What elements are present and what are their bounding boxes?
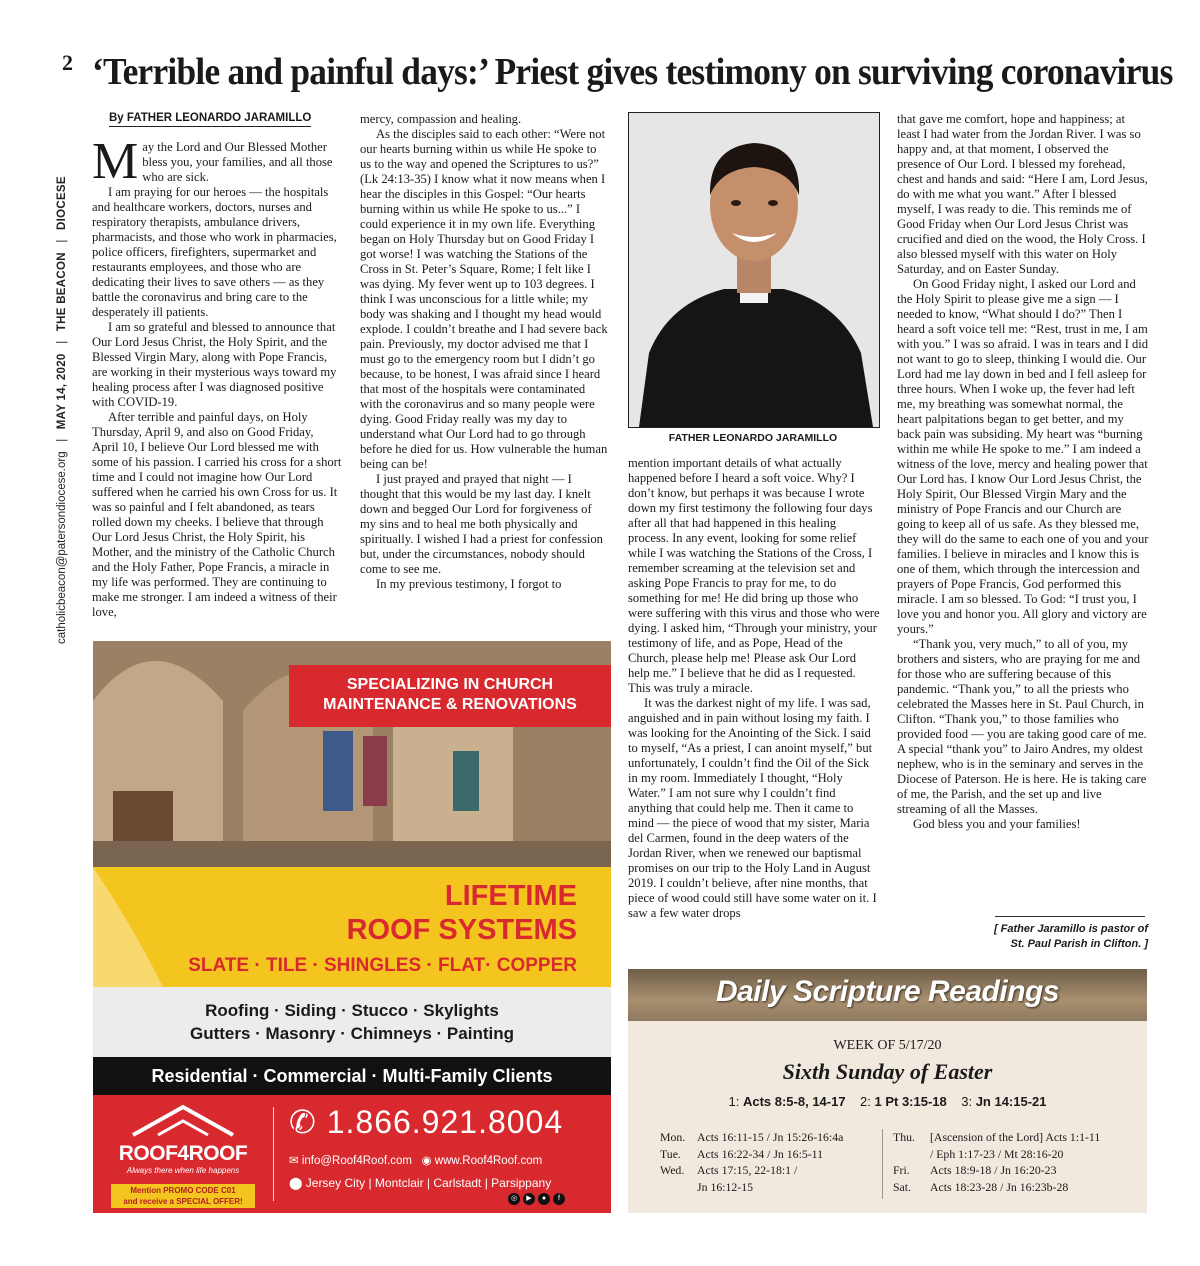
- weekday-row: Sat. Acts 18:23-28 / Jn 16:23b-28: [893, 1179, 1069, 1194]
- weekday-row: Thu. [Ascension of the Lord] Acts 1:1-11: [893, 1130, 1101, 1144]
- ad-contact-links: [289, 1153, 542, 1167]
- scripture-sunday: Sixth Sunday of Easter: [782, 1059, 993, 1084]
- scripture-week: WEEK OF 5/17/20: [833, 1038, 942, 1053]
- article-paragraph: As the disciples said to each other: “Were not our hearts burning within us while He spoke to us to the way and opened the Scriptures to us?” (Lk 24:13-35) I know what it now means when I hear the disciples in this Gospel: “Our hearts burning within us while He spoke to us...” I could experience it in my own life. Everything began on Holy Thursday but on Good Friday I got worse! I was watching the Stations of the Cross in St. Peter’s Square, Rome; I felt like I was dying. My fever went up to 103 degrees. I think I was unconscious for a little while; my body was shaking and I thought my head would explode. I couldn’t breathe and I had severe back pain. Previously, my doctor advised me that I must go to the emergency room but I didn’t go because, to be honest, I was afraid since I heard that most of the hospitals were contaminated with the coronavirus and so many people were dying. Good Friday really was my day to understand what Our Lord had to go through before he died for us. How vulnerable the human being can be!: [360, 127, 608, 471]
- weekday-readings-left: [660, 1129, 843, 1195]
- roof4roof-logo: ROOF4ROOF Always there when life happens: [111, 1103, 255, 1175]
- article-paragraph: God bless you and your families!: [913, 817, 1081, 831]
- article-paragraph: I just prayed and prayed that night — I thought that this would be my last day. I knelt down and begged Our Lord for forgiveness of my sins and to heal me both physically and spiritually. I wished I had a priest for confession but, under the circumstances, nobody should come to see me.: [360, 472, 603, 576]
- weekday-row: Fri. Acts 18:9-18 / Jn 16:20-23: [893, 1163, 1057, 1177]
- article-column-3: [628, 456, 880, 956]
- article-paragraph: I am so grateful and blessed to announce that Our Lord Jesus Christ, the Holy Spirit, and the Blessed Virgin Mary, along with Pope Francis, are working in their mysterious ways toward my healing process after I was diagnosed positive with COVID-19.: [92, 320, 337, 409]
- ad-email-link[interactable]: info@Roof4Roof.com: [301, 1155, 412, 1167]
- house-roof-icon: [128, 1103, 238, 1137]
- article-paragraph: that gave me comfort, hope and happiness; at least I had water from the Jordan River. I was so happy and, at that moment, I observed the presence of Our Lord. I blessed my forehead, chest and hands and said: “Here I am, Lord Jesus, do with me what you want.” After I blessed myself, I was ready to die. This reminds me of Good Friday when Our Lord Jesus Christ was crucified and died on the wood, the Holy Cross. I also blessed myself with this water on Holy Saturday, and on Easter Sunday.: [897, 112, 1148, 276]
- ad-clients: Residential · Commercial · Multi-Family Clients: [93, 1057, 611, 1095]
- folio-date: MAY 14, 2020: [56, 353, 68, 430]
- article-paragraph: It was the darkest night of my life. I was sad, anguished and in pain without losing my faith. I was looking for the Anointing of the Sick. I said to myself, “As a priest, I can anoint myself,” but unfortunately, I couldn’t find the Oil of the Sick in my room. Immediately I thought, “Holy Water.” I am not sure why I couldn’t find anything that could help me. Then it came to mind — the piece of wood that my sister, Maria del Carmen, found in the deep waters of the Jordan River, when we renewed our baptismal promises on our trip to the Holy Land in August 2019. I couldn’t believe, after nine months, that piece of wood could still have some water on it. I saw a few water drops: [628, 696, 877, 920]
- author-signoff: [940, 922, 1148, 952]
- ad-contact-panel: [93, 1095, 611, 1213]
- photo-caption: FATHER LEONARDO JARAMILLO: [668, 432, 838, 444]
- instagram-icon[interactable]: ◎: [508, 1193, 520, 1205]
- weekday-row-continued: Jn 16:12-15: [697, 1179, 754, 1194]
- article-paragraph: I am praying for our heroes — the hospitals and healthcare workers, doctors, nurses and respiratory therapists, ambulance drivers, pharmacists, and those who work in pharmacies, police officers, firefighters, supermarket and restaurants employees, and those who are dedicating their lives to save others — as they battle the coronavirus and bring care to the desperately ill patients.: [92, 185, 337, 319]
- folio-publication: THE BEACON: [56, 252, 68, 332]
- church-interior-photo: [93, 641, 611, 867]
- article-paragraph: mercy, compassion and healing.: [360, 112, 522, 126]
- daily-scripture-box: [628, 969, 1147, 1213]
- scripture-title: Daily Scripture Readings: [715, 975, 1060, 1008]
- weekday-row: Mon. Acts 16:11-15 / Jn 15:26-16:4a: [660, 1130, 844, 1144]
- ad-headline: LIFETIME ROOF SYSTEMS: [346, 880, 577, 946]
- folio-section: DIOCESE: [56, 176, 68, 230]
- article-column-1: [92, 140, 342, 630]
- folio-website: catholicbeacon@patersondiocese.org: [56, 451, 68, 644]
- weekday-row-continued: / Eph 1:17-23 / Mt 28:16-20: [930, 1146, 1064, 1161]
- signoff-line: St. Paul Parish in Clifton. ]: [1010, 938, 1148, 950]
- sunday-readings: 1: Acts 8:5-8, 14-17 2: 1 Pt 3:15-18 3: Jn 14:15-21: [728, 1094, 1047, 1109]
- ad-website-link[interactable]: www.Roof4Roof.com: [434, 1155, 543, 1167]
- article-paragraph: In my previous testimony, I forgot to: [376, 577, 562, 591]
- article-paragraph: May the Lord and Our Blessed Mother bless you, your families, and all those who are sick.: [92, 140, 333, 190]
- ad-locations: ⬤ Jersey City | Montclair | Carlstadt | Parsippany: [289, 1176, 552, 1190]
- byline: By FATHER LEONARDO JARAMILLO: [109, 112, 311, 127]
- article-paragraph: mention important details of what actually happened before I heard a soft voice. Why? I don’t know, but perhaps it was because I wrote down my first testimony the following four days after all that had happened in this healing process. In any event, looking for some relief while I was watching the Stations of the Cross, I remember screaming at the television set and asking Pope Francis to pray for me, to do something for me! He did bring up those who were suffering with this virus and those who were dying. I asked him, “Through your ministry, your testimony of life, and as Pope, Head of the Church, please help me! Please ask Our Lord help me.” I believe that he did as I requested. This was truly a miracle.: [628, 456, 880, 695]
- ad-materials-list: SLATE · TILE · SHINGLES · FLAT· COPPER: [188, 955, 577, 976]
- article-paragraph: After terrible and painful days, on Holy Thursday, April 9, and also on Good Friday, April 10, I believe Our Lord blessed me with some of his passion. I carried his cross for a short time and I could not imagine how Our Lord suffered when he carried his own Cross for us. It was so painful and I felt abandoned, as tears rolled down my cheeks. I believe that through Our Lord Jesus Christ, the Holy Spirit, his Mother, and the ministry of the Catholic Church and the Holy Father, Pope Francis, a miracle in my life was performed. They are continuing to make me stronger. I am indeed a witness of their love,: [92, 410, 342, 619]
- article-paragraph: “Thank you, very much,” to all of you, my brothers and sisters, who are praying for me and for those who are suffering because of this pandemic. “Thank you,” to all the priests who celebrated the Masses here in St. Paul Church, in Clifton. “Thank you,” to those families who provided food — you are taking good care of me. A special “thank you” to Jairo Andres, my oldest nephew, who is in the seminary and serves in the Diocese of Paterson. He is here. He is taking care of me, the Parish, and the set up and live streaming of all the Masses.: [897, 637, 1147, 816]
- ad-specialty-banner: SPECIALIZING IN CHURCH MAINTENANCE & RENOVATIONS: [289, 665, 611, 727]
- sidebar-folio: catholicbeacon@patersondiocese.org | MAY 14, 2020 | THE BEACON | DIOCESE: [56, 176, 68, 644]
- youtube-icon[interactable]: ▶: [523, 1193, 535, 1205]
- location-pin-icon: ⬤: [289, 1176, 306, 1190]
- twitter-icon[interactable]: ●: [538, 1193, 550, 1205]
- scripture-header-image: [628, 969, 1147, 1021]
- drop-cap: M: [92, 140, 139, 190]
- ad-divider: [273, 1107, 274, 1201]
- article-column-2: [360, 112, 610, 628]
- weekday-row: Tue. Acts 16:22-34 / Jn 16:5-11: [660, 1146, 824, 1161]
- email-icon: ✉: [289, 1155, 302, 1167]
- page-number: 2: [62, 50, 73, 75]
- article-paragraph: On Good Friday night, I asked our Lord and the Holy Spirit to please give me a sign — I needed to know, “What should I do?” Then I heard a soft voice tell me: “Rest, trust in me, I am with you.” I was so afraid. I was in tears and I did not want to go to sleep, thinking I would die. Our Lord had me lay down in bed and I fell asleep for three hours. When I woke up, the fever had left me, my breathing was somewhat normal, the heart palpitations began to get better, and my back pain was subsiding. My heart was “burning within me while He spoke to me.” I am indeed a witness of the love, mercy and healing power that Our Lord has. I know Our Lord Jesus Christ, the Holy Spirit, Our Blessed Virgin Mary and the ministry of Pope Francis and our Church are going to keep all of us safe. As they blessed me, they will do the same to each one of you and your families. I believe in miracles and I know this is one of them, which through the intercession and prayers of Pope Francis, God performed this miracle. I am so blessed. To God: “I trust you, I love you and honor you. All glory and victory are yours.”: [897, 277, 1149, 636]
- weekday-readings-right: [893, 1129, 1100, 1195]
- facebook-icon[interactable]: f: [553, 1193, 565, 1205]
- social-icons: [508, 1193, 565, 1205]
- promo-code-box: Mention PROMO CODE C01 and receive a SPECIAL OFFER!: [111, 1184, 255, 1208]
- portrait-illustration: [629, 113, 879, 427]
- phone-icon: ✆: [289, 1104, 327, 1140]
- priest-portrait-photo: [628, 112, 880, 428]
- weekday-row: Wed. Acts 17:15, 22-18:1 /: [660, 1163, 798, 1177]
- globe-icon: ◉: [421, 1155, 435, 1167]
- signoff-line: [ Father Jaramillo is pastor of: [993, 923, 1148, 935]
- article-headline: ‘Terrible and painful days:’ Priest gives testimony on surviving coronavirus: [92, 51, 1173, 93]
- ad-phone-number[interactable]: ✆ 1.866.921.8004: [289, 1104, 564, 1140]
- ad-services: Roofing · Siding · Stucco · Skylights Gutters · Masonry · Chimneys · Painting: [93, 987, 611, 1057]
- signoff-divider: [995, 916, 1145, 917]
- readings-divider: [882, 1129, 883, 1199]
- roofing-advertisement[interactable]: [93, 641, 611, 1213]
- article-column-4: [897, 112, 1149, 912]
